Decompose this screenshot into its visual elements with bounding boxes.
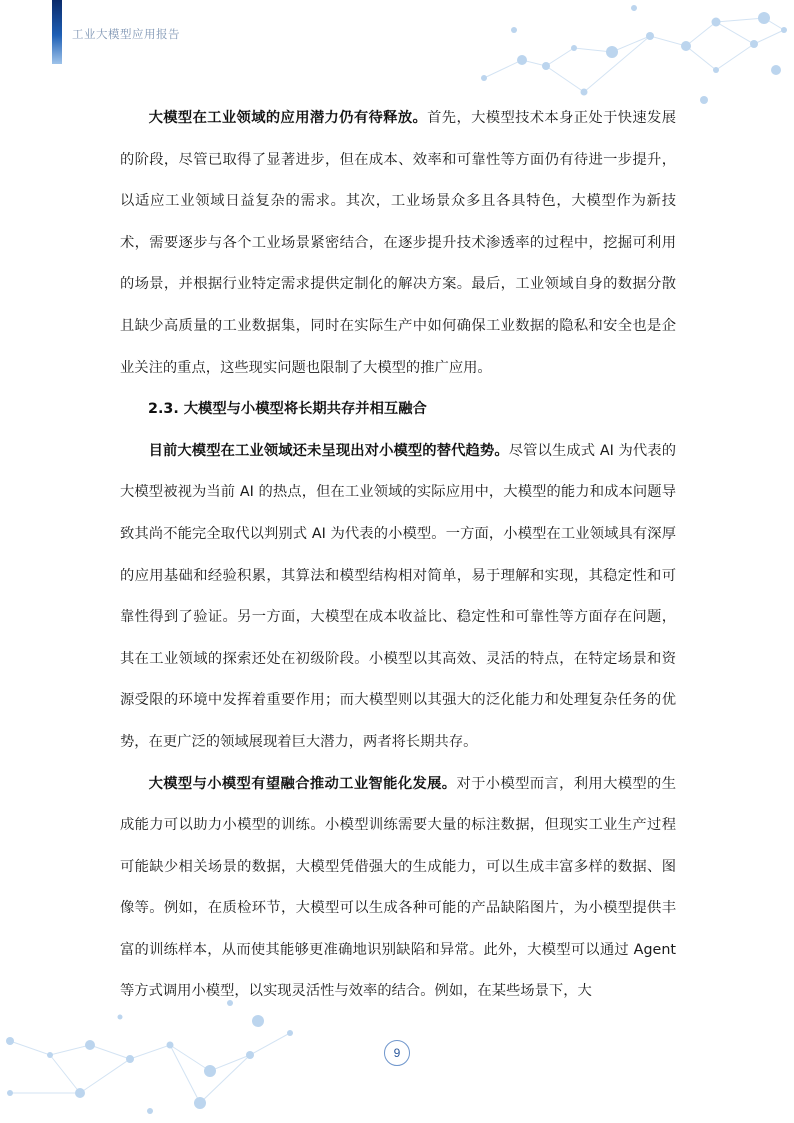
header-title: 工业大模型应用报告 (72, 27, 180, 41)
network-dots-decoration-top (454, 0, 794, 110)
report-body (120, 98, 676, 1013)
section-heading (120, 389, 676, 431)
section-number: 2.3. (148, 401, 179, 418)
page-number: 9 (384, 1040, 410, 1066)
paragraph (120, 431, 676, 764)
paragraph-text: 尽管以生成式 AI 为代表的大模型被视为当前 AI 的热点，但在工业领域的实际应用中，大模型的能力和成本问题导致其尚不能完全取代以判别式 AI 为代表的小模型。一方面，小模型在工业领域具有深厚的应用基础和经验积累，其算法和模型结构相对简单，易于理解和实现，其稳定性和可靠性得到了验证。另一方面，大模型在成本收益比、稳定性和可靠性等方面存在问题，其在工业领域的探索还处在初级阶段。小模型以其高效、灵活的特点，在特定场景和资源受限的环境中发挥着重要作用；而大模型则以其强大的泛化能力和处理复杂任务的优势，在更广泛的领域展现着巨大潜力，两者将长期共存。 (120, 442, 677, 750)
section-title: 大模型与小模型将长期共存并相互融合 (183, 401, 427, 418)
paragraph-text: 首先，大模型技术本身正处于快速发展的阶段，尽管已取得了显著进步，但在成本、效率和可靠性等方面仍有待进一步提升，以适应工业领域日益复杂的需求。其次，工业场景众多且各具特色，大模型作为新技术，需要逐步与各个工业场景紧密结合，在逐步提升技术渗透率的过程中，挖掘可利用的场景，并根据行业特定需求提供定制化的解决方案。最后，工业领域自身的数据分散且缺少高质量的工业数据集，同时在实际生产中如何确保工业数据的隐私和安全也是企业关注的重点，这些现实问题也限制了大模型的推广应用。 (120, 110, 677, 376)
paragraph-text: 对于小模型而言，利用大模型的生成能力可以助力小模型的训练。小模型训练需要大量的标注数据，但现实工业生产过程可能缺少相关场景的数据，大模型凭借强大的生成能力，可以生成丰富多样的数据、图像等。例如，在质检环节，大模型可以生成各种可能的产品缺陷图片，为小模型提供丰富的训练样本，从而使其能够更准确地识别缺陷和异常。此外，大模型可以通过 Agent 等方式调用小模型，以实现灵活性与效率的结合。例如，在某些场景下，大 (120, 775, 677, 1000)
paragraph-lead: 目前大模型在工业领域还未呈现出对小模型的替代趋势。 (148, 442, 509, 459)
paragraph-lead: 大模型在工业领域的应用潜力仍有待释放。 (148, 110, 428, 126)
paragraph-lead: 大模型与小模型有望融合推动工业智能化发展。 (148, 775, 457, 792)
paragraph (120, 98, 676, 389)
paragraph (120, 764, 676, 1014)
header-accent-bar (52, 0, 62, 64)
